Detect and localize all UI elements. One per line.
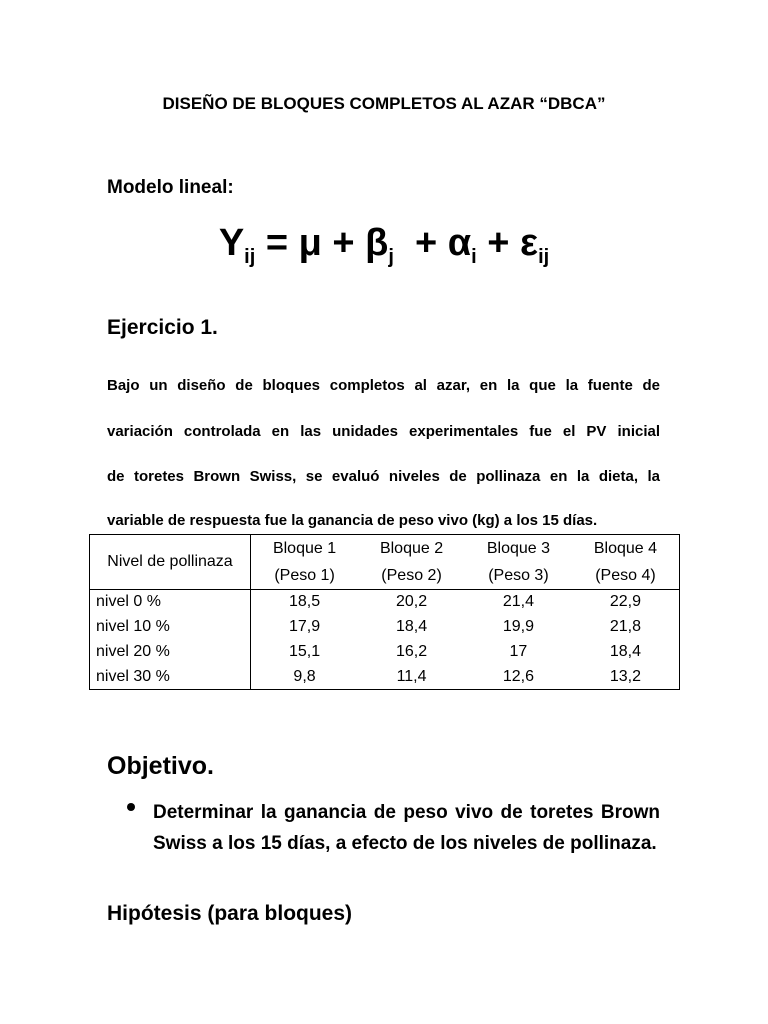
model-label: Modelo lineal: (107, 177, 234, 198)
table-cell: 20,2 (395, 593, 428, 611)
table-cell: 17,9 (288, 618, 321, 635)
row-label: nivel 20 % (90, 640, 251, 665)
table-cell: 18,4 (609, 643, 641, 660)
formula-alpha-subscript: i (471, 246, 477, 268)
column-header-4: Bloque 4 (593, 539, 658, 557)
table-cell: 16,2 (395, 643, 428, 660)
data-table (89, 534, 680, 690)
formula-y-subscript: ij (244, 246, 256, 268)
paragraph-line-2: variación controlada en las unidades experimentales fue el PV inicial (107, 423, 660, 440)
table-row (90, 640, 680, 665)
linear-model-formula (0, 222, 768, 268)
formula-beta-subscript: j (388, 246, 394, 268)
table-cell: 21,4 (502, 593, 534, 611)
column-subheader-4: (Peso 4) (572, 562, 680, 590)
hypothesis-heading: Hipótesis (para bloques) (107, 902, 353, 925)
document-title: DISEÑO DE BLOQUES COMPLETOS AL AZAR “DBCA” (162, 94, 606, 113)
table-cell: 18,4 (395, 618, 428, 635)
paragraph-line-4: variable de respuesta fue la ganancia de peso vivo (kg) a los 15 días. (107, 512, 598, 529)
column-subheader-1: (Peso 1) (251, 562, 359, 590)
table-cell: 22,9 (609, 593, 641, 611)
paragraph-line-3: de toretes Brown Swiss, se evaluó niveles de pollinaza en la dieta, la (107, 468, 660, 485)
row-header-label: Nivel de pollinaza (90, 535, 251, 590)
table-cell: 15,1 (288, 643, 321, 660)
table-cell: 19,9 (502, 618, 534, 635)
table-row (90, 615, 680, 640)
bullet-icon (127, 803, 135, 811)
column-subheader-3: (Peso 3) (465, 562, 572, 590)
row-label: nivel 10 % (90, 615, 251, 640)
formula-alpha: + α (393, 222, 472, 264)
table-cell: 9,8 (293, 667, 316, 685)
table-row (90, 665, 680, 690)
objective-bullet-text: Determinar la ganancia de peso vivo de toretes Brown Swiss a los 15 días, a efecto de los niveles de pollinaza. (153, 802, 660, 854)
formula-epsilon: + ε (476, 222, 539, 264)
paragraph-line-1: Bajo un diseño de bloques completos al azar, en la que la fuente de (107, 377, 660, 394)
table-cell: 13,2 (609, 667, 641, 685)
formula-y: Y (218, 222, 245, 264)
column-header-2: Bloque 2 (379, 539, 444, 557)
exercise-heading: Ejercicio 1. (107, 316, 218, 339)
table-cell: 17 (509, 643, 528, 660)
objective-heading: Objetivo. (107, 752, 214, 780)
row-label: nivel 0 % (90, 590, 251, 615)
table-cell: 12,6 (502, 667, 534, 685)
column-header-1: Bloque 1 (272, 539, 337, 557)
table-row (90, 590, 680, 615)
table-cell: 21,8 (609, 618, 641, 635)
column-header-3: Bloque 3 (486, 539, 551, 557)
table-cell: 18,5 (288, 593, 321, 611)
column-subheader-2: (Peso 2) (358, 562, 465, 590)
formula-epsilon-subscript: ij (538, 246, 550, 268)
row-label: nivel 30 % (90, 665, 251, 690)
table-cell: 11,4 (396, 667, 427, 685)
formula-mu-beta: = μ + β (255, 222, 389, 264)
